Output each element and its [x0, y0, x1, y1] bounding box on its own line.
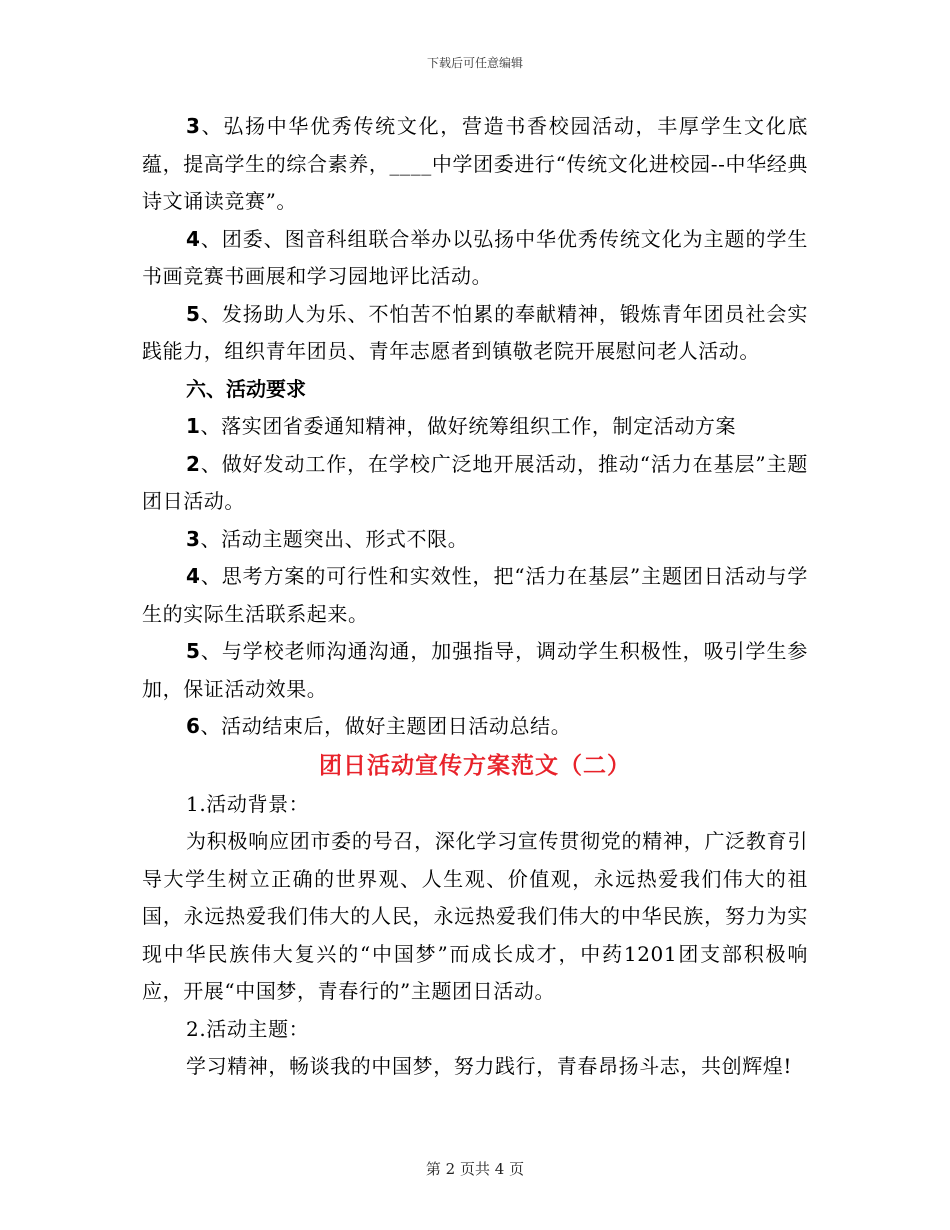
item-text: 、思考方案的可行性和实效性，把“活力在基层”主题团日活动与学生的实际生活联系起来。: [142, 564, 808, 626]
item-text: 、落实团省委通知精神，做好统筹组织工作，制定活动方案: [200, 414, 737, 438]
subsection-heading-theme: 2.活动主题：: [186, 1016, 310, 1041]
background-paragraph: 为积极响应团市委的号召，深化学习宣传贯彻党的精神，广泛教育引导大学生树立正确的世界观、人生观、价值观，永远热爱我们伟大的祖国，永远热爱我们伟大的人民，永远热爱我们伟大的中华民族，努力为实现中华民族伟大复兴的“中国梦”而成长成才，中药1201团支部积极响应，开展“中国梦，青春行的”主题团日活动。: [142, 829, 808, 1003]
item-text: 、与学校老师沟通沟通，加强指导，调动学生积极性，吸引学生参加，保证活动效果。: [142, 639, 808, 701]
list-item: [142, 633, 808, 708]
item-text: 、弘扬中华优秀传统文化，营造书香校园活动，丰厚学生文化底蕴，提高学生的综合素养，____中学团委进行“传统文化进校园--中华经典诗文诵读竞赛”。: [142, 114, 808, 213]
list-item: [142, 408, 808, 446]
item-text: 、发扬助人为乐、不怕苦不怕累的奉献精神，锻炼青年团员社会实践能力，组织青年团员、青年志愿者到镇敬老院开展慰问老人活动。: [142, 301, 808, 363]
page-header: 下载后可任意编辑: [426, 56, 523, 70]
item-number: 1: [186, 414, 201, 438]
page-footer: 第 2 页共 4 页: [425, 1160, 525, 1178]
item-text: 、团委、图音科组联合举办以弘扬中华优秀传统文化为主题的学生书画竞赛书画展和学习园地评比活动。: [142, 226, 808, 288]
item-number: 3: [186, 114, 201, 138]
item-number: 4: [186, 564, 201, 588]
list-item: [142, 221, 808, 296]
section-title: 团日活动宣传方案范文（二）: [319, 751, 631, 779]
list-item: [142, 521, 808, 559]
list-item: [142, 446, 808, 521]
item-number: 3: [186, 526, 201, 551]
list-item: [142, 558, 808, 633]
list-item: [142, 108, 808, 221]
section-heading-requirements: 六、活动要求: [186, 376, 306, 401]
item-number: 5: [186, 639, 201, 663]
item-number: 4: [186, 226, 201, 251]
item-text: 、活动结束后，做好主题团日活动总结。: [200, 714, 572, 738]
item-number: 5: [186, 301, 201, 326]
item-text: 、活动主题突出、形式不限。: [200, 526, 469, 551]
list-item: [142, 296, 808, 371]
theme-paragraph: 学习精神，畅谈我的中国梦，努力践行，青春昂扬斗志，共创辉煌!: [186, 1054, 793, 1078]
list-item: [142, 708, 808, 746]
subsection-heading-background: 1.活动背景：: [186, 791, 310, 816]
document-body: [142, 108, 808, 1086]
item-text: 、做好发动工作，在学校广泛地开展活动，推动“活力在基层”主题团日活动。: [142, 451, 808, 513]
item-number: 2: [186, 451, 201, 476]
item-number: 6: [186, 714, 201, 738]
